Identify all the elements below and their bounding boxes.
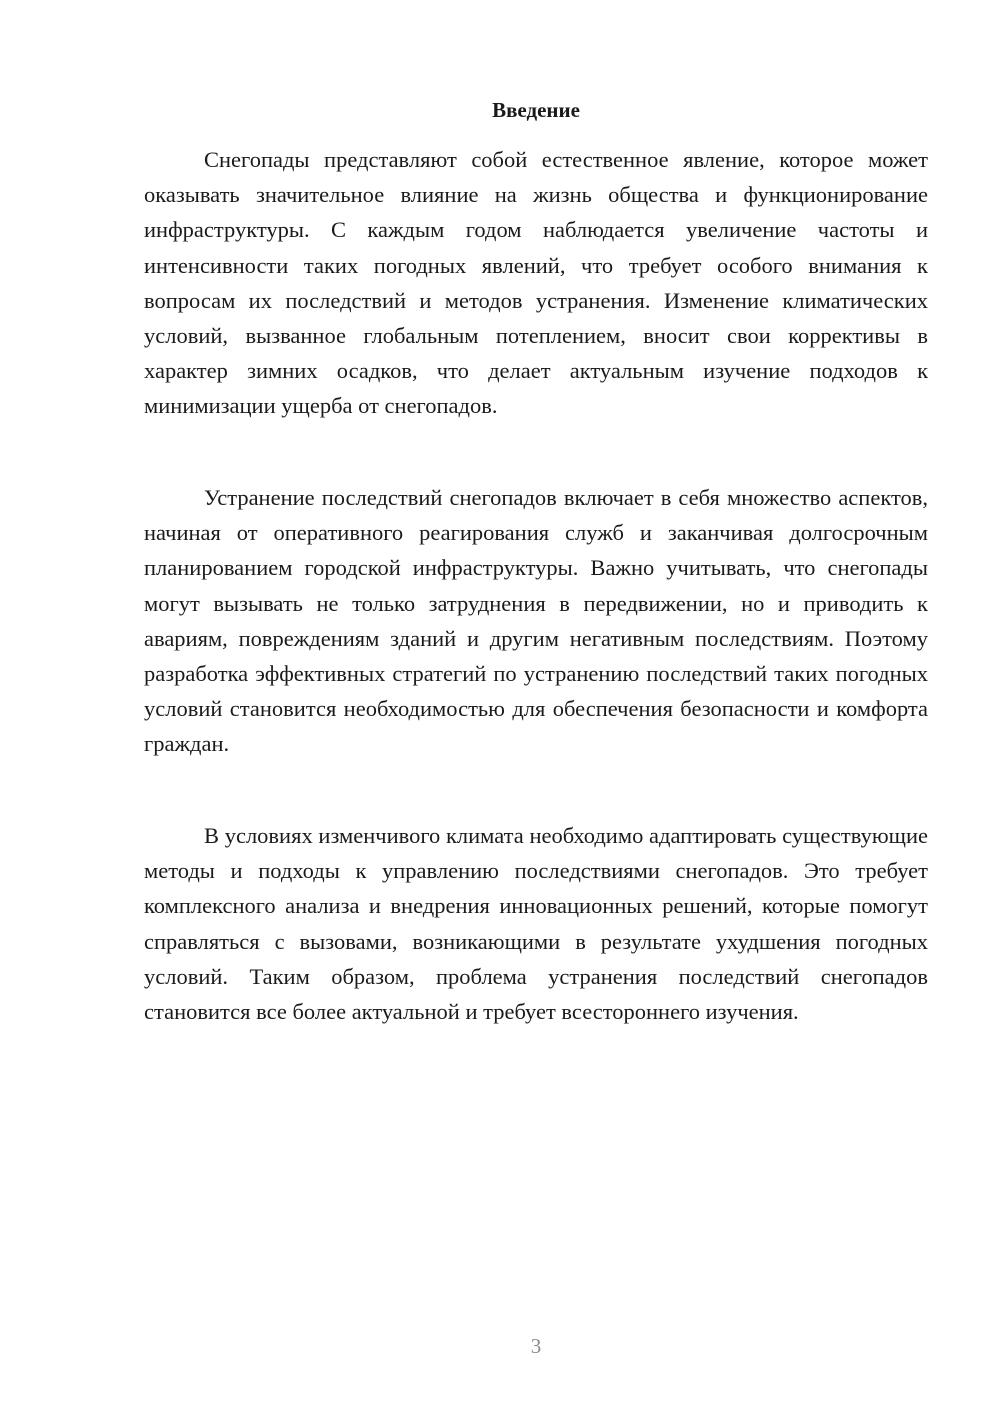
paragraph-1: Снегопады представляют собой естественное явление, которое может оказывать значительное влияние на жизнь общества и функционирование инфраструктуры. С каждым годом наблюдается увеличение частоты и интенсивности таких погодных явлений, что требует особого внимания к вопросам их последствий и методов устранения. Изменение климатических условий, вызванное глобальным потеплением, вносит свои коррективы в характер зимних осадков, что делает актуальным изучение подходов к минимизации ущерба от снегопадов. [144, 147, 928, 419]
page-number: 3 [530, 1334, 542, 1358]
page-title: Введение [492, 98, 580, 122]
paragraph-3: В условиях изменчивого климата необходимо адаптировать существующие методы и подходы к управлению последствиями снегопадов. Это требует комплексного анализа и внедрения инновационных решений, которые помогут справляться с вызовами, возникающими в результате ухудшения погодных условий. Таким образом, проблема устранения последствий снегопадов становится все более актуальной и требует всестороннего изучения. [144, 823, 928, 1025]
paragraph-2: Устранение последствий снегопадов включает в себя множество аспектов, начиная от оперативного реагирования служб и заканчивая долгосрочным планированием городской инфраструктуры. Важно учитывать, что снегопады могут вызывать не только затруднения в передвижении, но и приводить к авариям, повреждениям зданий и другим негативным последствиям. Поэтому разработка эффективных стратегий по устранению последствий таких погодных условий становится необходимостью для обеспечения безопасности и комфорта граждан. [144, 485, 928, 757]
